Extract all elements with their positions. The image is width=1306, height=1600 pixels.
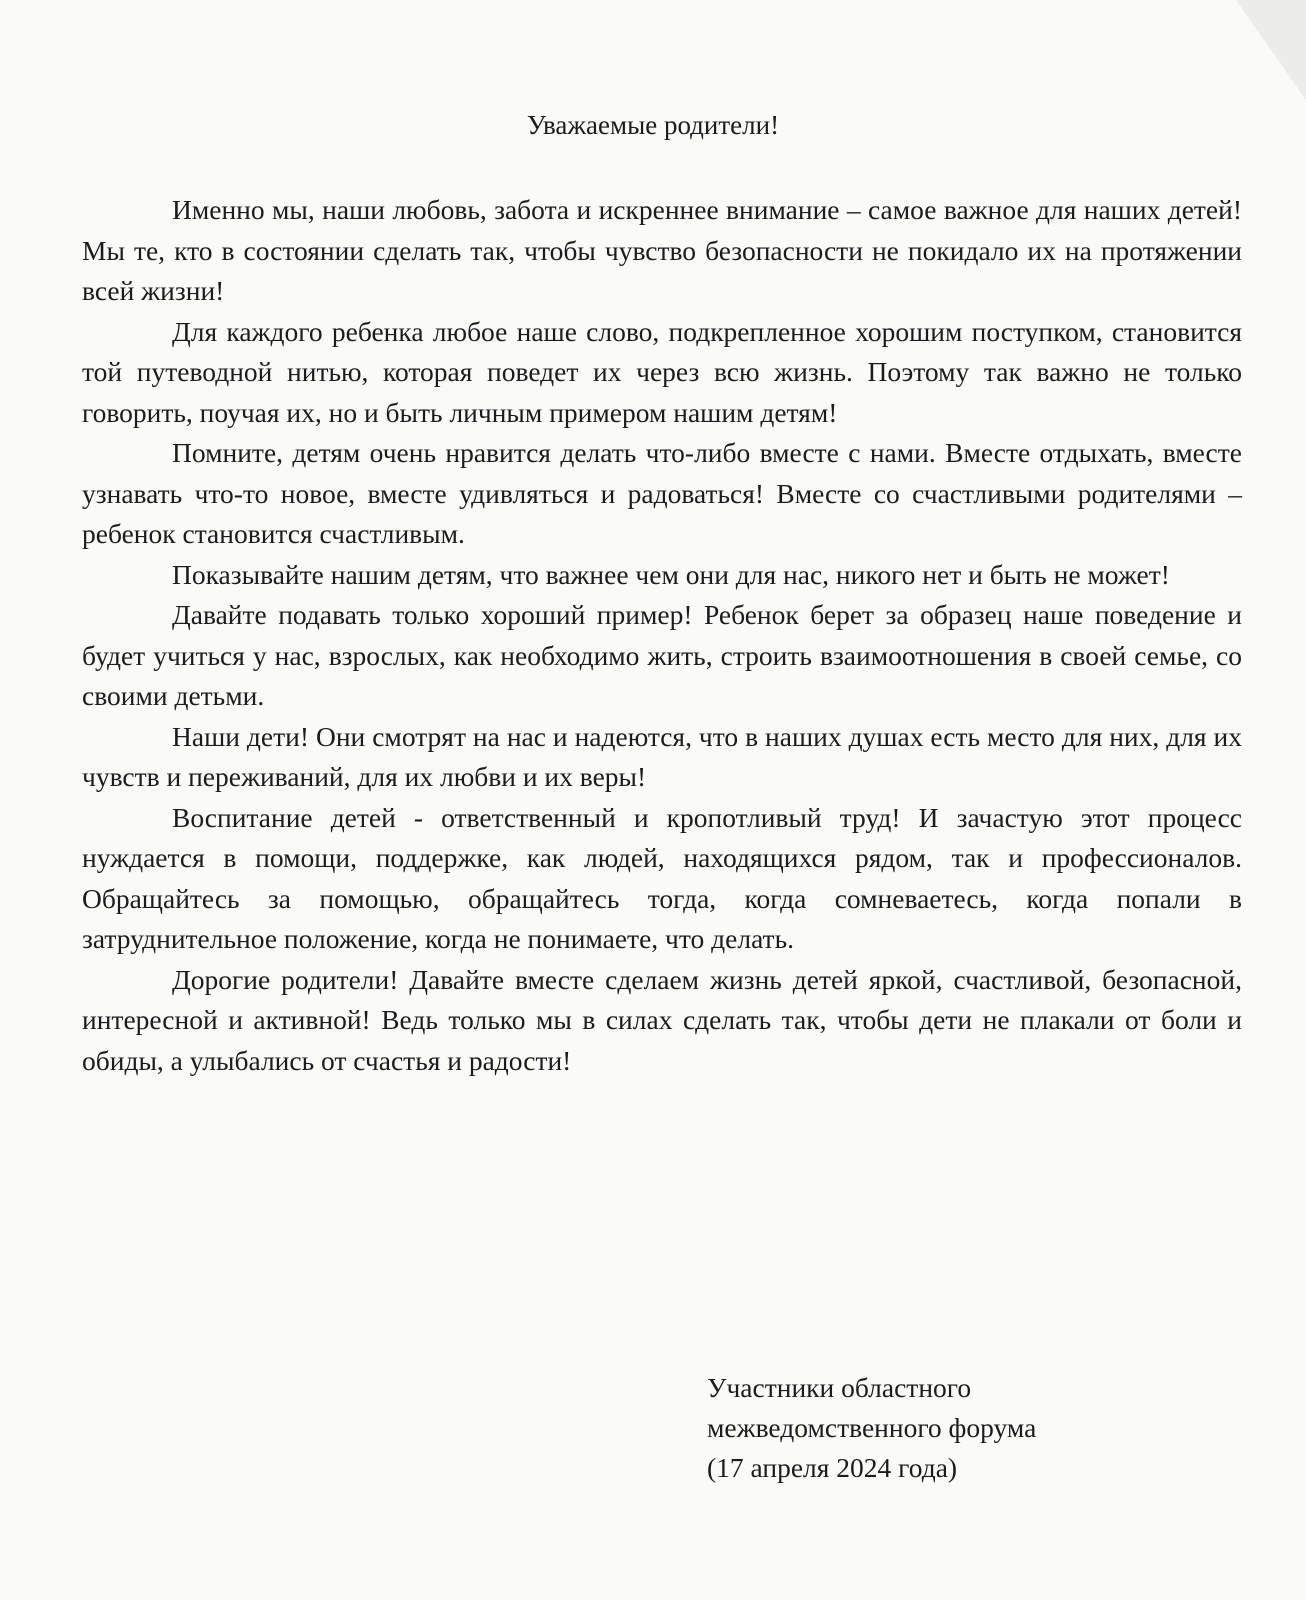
paragraph-4: Показывайте нашим детям, что важнее чем они для нас, никого нет и быть не может! xyxy=(172,558,1170,590)
signature-line-2: межведомственного форума xyxy=(707,1412,1037,1443)
signature-block xyxy=(707,1368,1227,1488)
paragraph-2: Для каждого ребенка любое наше слово, подкрепленное хорошим поступком, становится той путеводной нитью, которая поведет их через всю жизнь. Поэтому так важно не только говорить, поучая их, но и быть личным примером нашим детям! xyxy=(82,315,1242,428)
paragraph-1: Именно мы, наши любовь, забота и искреннее внимание – самое важное для наших детей! Мы те, кто в состоянии сделать так, чтобы чувство безопасности не покидало их на протяжении всей жизни! xyxy=(82,194,1242,306)
paragraph-6: Наши дети! Они смотрят на нас и надеются, что в наших душах есть место для них, для их чувств и переживаний, для их любви и их веры! xyxy=(82,720,1242,792)
paragraph-7: Воспитание детей - ответственный и кропотливый труд! И зачастую этот процесс нуждается в помощи, поддержке, как людей, находящихся рядом, так и профессионалов. Обращайтесь за помощью, обращайтесь тогда, когда сомневаетесь, когда попали в затруднительное положение, когда не понимаете, что делать. xyxy=(82,801,1242,954)
letter-title: Уважаемые родители! xyxy=(526,110,780,140)
signature-line-1: Участники областного xyxy=(707,1372,972,1403)
page-corner-fold xyxy=(1236,0,1306,100)
paragraph-3: Помните, детям очень нравится делать что-либо вместе с нами. Вместе отдыхать, вместе узнавать что-то новое, вместе удивляться и радоваться! Вместе со счастливыми родителями – ребенок становится счастливым. xyxy=(82,437,1242,549)
signature-date: (17 апреля 2024 года) xyxy=(707,1452,958,1483)
paragraph-5: Давайте подавать только хороший пример! Ребенок берет за образец наше поведение и будет учиться у нас, взрослых, как необходимо жить, строить взаимоотношения в своей семье, со своими детьми. xyxy=(82,599,1242,711)
letter-body xyxy=(82,190,1242,1081)
paragraph-8: Дорогие родители! Давайте вместе сделаем жизнь детей яркой, счастливой, безопасной, интересной и активной! Ведь только мы в силах сделать так, чтобы дети не плакали от боли и обиды, а улыбались от счастья и радости! xyxy=(82,963,1242,1076)
